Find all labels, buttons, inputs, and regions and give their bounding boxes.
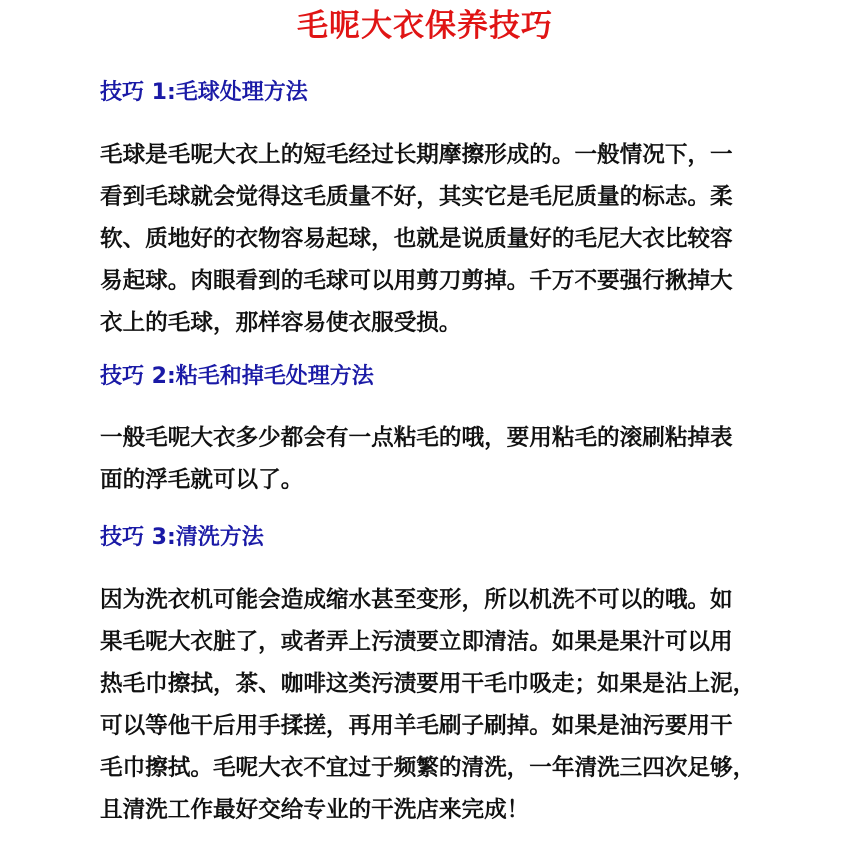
paragraph-line: 热毛巾擦拭，茶、咖啡这类污渍要用干毛巾吸走；如果是沾上泥， [100,671,756,697]
section-paragraph-1 [100,134,800,344]
paragraph-line: 看到毛球就会觉得这毛质量不好，其实它是毛尼质量的标志。柔 [100,184,733,210]
paragraph-line: 因为洗衣机可能会造成缩水甚至变形，所以机洗不可以的哦。如 [100,587,733,613]
paragraph-line: 衣上的毛球，那样容易使衣服受损。 [100,310,462,336]
paragraph-line: 毛球是毛呢大衣上的短毛经过长期摩擦形成的。一般情况下，一 [100,142,733,168]
paragraph-line: 可以等他干后用手揉搓，再用羊毛刷子刷掉。如果是油污要用干 [100,713,733,739]
paragraph-line: 且清洗工作最好交给专业的干洗店来完成！ [100,797,530,823]
section-paragraph-3 [100,579,800,831]
section-paragraph-2 [100,417,800,501]
paragraph-line: 毛巾擦拭。毛呢大衣不宜过于频繁的清洗，一年清洗三四次足够， [100,755,756,781]
paragraph-line: 面的浮毛就可以了。 [100,467,304,493]
paragraph-line: 易起球。肉眼看到的毛球可以用剪刀剪掉。千万不要强行揪掉大 [100,268,733,294]
section-heading-3: 技巧 3:清洗方法 [100,525,264,550]
paragraph-line: 果毛呢大衣脏了，或者弄上污渍要立即清洁。如果是果汁可以用 [100,629,733,655]
paragraph-line: 软、质地好的衣物容易起球，也就是说质量好的毛尼大衣比较容 [100,226,733,252]
paragraph-line: 一般毛呢大衣多少都会有一点粘毛的哦，要用粘毛的滚刷粘掉表 [100,425,733,451]
section-heading-2: 技巧 2:粘毛和掉毛处理方法 [100,364,374,389]
page-title: 毛呢大衣保养技巧 [297,8,553,44]
section-heading-1: 技巧 1:毛球处理方法 [100,80,308,105]
